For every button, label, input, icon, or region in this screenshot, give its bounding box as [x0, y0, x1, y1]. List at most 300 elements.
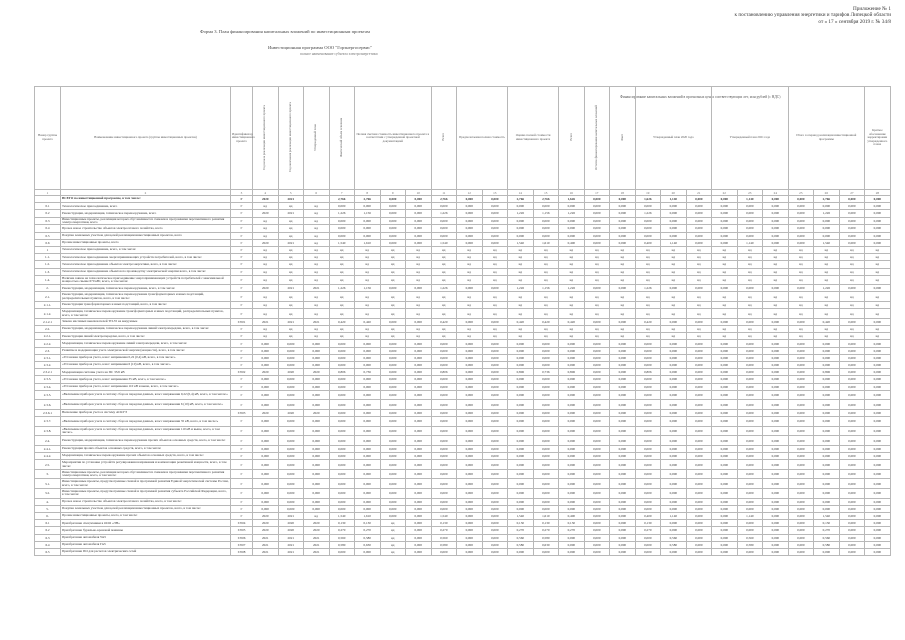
row-number-cell: 0.5 — [35, 232, 61, 239]
row-value-cell: 0,000 — [253, 340, 279, 347]
row-value-cell: 0,000 — [253, 489, 279, 499]
row-value-cell: 0,630 — [355, 541, 381, 548]
row-value-cell: 0,580 — [508, 541, 534, 548]
row-value-cell: 0,000 — [304, 417, 330, 427]
row-value-cell: нд — [533, 261, 559, 268]
row-value-cell: 0,000 — [839, 369, 865, 376]
row-value-cell: 1,140 — [737, 196, 763, 203]
row-value-cell: нд — [584, 246, 610, 253]
row-value-cell: 0,000 — [406, 217, 432, 225]
row-number-cell: 6.5 — [35, 548, 61, 555]
row-value-cell: 0,000 — [763, 417, 789, 427]
row-value-cell: 0,000 — [737, 376, 763, 383]
row-value-cell: 1,540 — [814, 513, 840, 520]
row-id-cell: Г/001 — [231, 318, 253, 325]
row-value-cell: 0,000 — [406, 196, 432, 203]
row-value-cell: 0,000 — [712, 534, 738, 541]
row-value-cell: 0,000 — [380, 285, 406, 292]
row-value-cell: 0,000 — [635, 436, 661, 446]
row-id-cell: Г — [231, 513, 253, 520]
row-value-cell: нд — [431, 309, 457, 319]
row-value-cell: нд — [406, 261, 432, 268]
row-value-cell: 0,000 — [406, 498, 432, 505]
row-value-cell: 0,000 — [737, 347, 763, 354]
financing-table — [34, 86, 891, 556]
row-value-cell: 0,000 — [610, 479, 636, 489]
row-value-cell: 0,270 — [508, 527, 534, 534]
row-id-cell: Г — [231, 383, 253, 390]
row-value-cell: 0,000 — [508, 383, 534, 390]
row-value-cell: 0,000 — [482, 479, 508, 489]
row-value-cell: 0,000 — [457, 505, 483, 512]
row-value-cell: нд — [278, 225, 304, 232]
table-row — [35, 498, 891, 505]
row-value-cell: 1,226 — [814, 285, 840, 292]
row-value-cell: 2021 — [278, 210, 304, 217]
row-value-cell: 0,000 — [380, 417, 406, 427]
row-value-cell: 0,000 — [584, 239, 610, 246]
row-value-cell: 0,000 — [355, 400, 381, 410]
row-value-cell: 0,000 — [712, 285, 738, 292]
row-value-cell: 0,000 — [686, 498, 712, 505]
row-value-cell: 0,000 — [635, 534, 661, 541]
row-value-cell: 0,000 — [661, 453, 687, 460]
row-value-cell: 0,000 — [355, 426, 381, 436]
column-number-cell: 23 — [737, 190, 763, 196]
row-value-cell: нд — [712, 275, 738, 285]
row-value-cell: 2020 — [278, 520, 304, 527]
row-name-cell: Реконструкция, модернизация, техническое перевооружение, всего, в том числе: — [61, 285, 231, 292]
row-value-cell: 0,000 — [278, 390, 304, 400]
row-name-cell: Инвестиционные проекты, предусмотренные схемой и программой развития Единой энергетической системы России, всего, в том числе: — [62, 479, 229, 487]
row-value-cell: нд — [508, 261, 534, 268]
row-value-cell: 0,000 — [788, 354, 814, 361]
row-value-cell: 0,000 — [278, 376, 304, 383]
row-value-cell: 0,000 — [533, 376, 559, 383]
row-value-cell: нд — [355, 302, 381, 309]
row-value-cell: 0,000 — [839, 520, 865, 527]
row-name-cell: Технологическое присоединение энергопринимающих устройств потребителей, всего, в том числе: — [61, 254, 231, 261]
row-value-cell: 0,000 — [788, 376, 814, 383]
row-value-cell: нд — [865, 261, 891, 268]
row-value-cell: 0,000 — [380, 445, 406, 452]
row-value-cell: 0,000 — [457, 445, 483, 452]
row-value-cell: 0,000 — [610, 376, 636, 383]
row-value-cell: 0,000 — [661, 548, 687, 555]
row-value-cell: 0,000 — [482, 534, 508, 541]
row-value-cell: 0,000 — [355, 390, 381, 400]
row-id-cell: Г — [231, 498, 253, 505]
row-value-cell: 0,000 — [278, 505, 304, 512]
row-value-cell: 0,000 — [406, 225, 432, 232]
row-value-cell: нд — [304, 292, 330, 302]
row-value-cell: 0,000 — [661, 469, 687, 479]
row-value-cell: нд — [661, 333, 687, 340]
row-value-cell: 0,000 — [763, 469, 789, 479]
row-value-cell: нд — [635, 309, 661, 319]
row-name-cell: Замена масляных выключателей ТП-35 на вакуумные — [61, 318, 231, 325]
row-value-cell: 0,000 — [686, 548, 712, 555]
row-name-cell: Технологическое присоединение объектов электроэнергетики, всего, в том числе: — [61, 261, 231, 268]
row-value-cell: 0,000 — [788, 409, 814, 416]
row-value-cell: 0,000 — [610, 354, 636, 361]
row-value-cell: 2020 — [304, 520, 330, 527]
header-cell-h9: Всего — [431, 87, 457, 190]
row-value-cell: 2020 — [253, 369, 279, 376]
row-value-cell: нд — [482, 302, 508, 309]
row-number-cell: 2.4.2. — [35, 453, 61, 460]
row-value-cell: нд — [457, 309, 483, 319]
row-value-cell: 1,156 — [355, 210, 381, 217]
row-value-cell: 0,000 — [737, 232, 763, 239]
row-value-cell: 0,000 — [763, 541, 789, 548]
row-id-cell: Г — [231, 347, 253, 354]
row-value-cell: 0,000 — [635, 489, 661, 499]
row-value-cell: 0,000 — [635, 426, 661, 436]
row-value-cell: 0,000 — [737, 361, 763, 368]
row-value-cell: нд — [304, 326, 330, 333]
row-value-cell: 0,000 — [431, 203, 457, 210]
row-value-cell: 0,000 — [584, 409, 610, 416]
row-value-cell: 0,000 — [457, 527, 483, 534]
row-value-cell: нд — [610, 333, 636, 340]
row-value-cell: 2021 — [304, 548, 330, 555]
row-value-cell: 0,806 — [431, 369, 457, 376]
row-value-cell: нд — [380, 254, 406, 261]
row-value-cell: 0,000 — [788, 513, 814, 520]
row-value-cell: нд — [508, 309, 534, 319]
row-value-cell: 0,000 — [304, 436, 330, 446]
row-value-cell: 0,000 — [457, 203, 483, 210]
row-value-cell: 0,000 — [584, 361, 610, 368]
annotation-line-2: к постановлению управления энергетики и тарифов Липецкой области — [734, 12, 891, 19]
row-value-cell: 0,000 — [559, 383, 585, 390]
row-value-cell: нд — [380, 534, 406, 541]
row-value-cell: нд — [406, 326, 432, 333]
row-value-cell: 0,000 — [610, 217, 636, 225]
row-value-cell: 2021 — [278, 239, 304, 246]
row-value-cell: 0,000 — [329, 217, 355, 225]
row-value-cell: 0,000 — [788, 369, 814, 376]
row-value-cell: 0,000 — [635, 505, 661, 512]
row-value-cell: 0,000 — [686, 347, 712, 354]
row-value-cell: 0,000 — [686, 417, 712, 427]
row-value-cell: 0,000 — [737, 436, 763, 446]
row-value-cell: 0,000 — [508, 232, 534, 239]
row-value-cell: 2020 — [253, 527, 279, 534]
row-name-cell: Приобретение спецтехники в ООО «ЭН» — [61, 520, 231, 527]
row-value-cell: 0,130 — [814, 520, 840, 527]
row-value-cell: 0,000 — [533, 426, 559, 436]
row-value-cell: 0,000 — [253, 453, 279, 460]
row-value-cell: 0,000 — [865, 225, 891, 232]
row-value-cell: 0,000 — [737, 390, 763, 400]
row-value-cell: нд — [737, 268, 763, 275]
row-value-cell: нд — [406, 246, 432, 253]
row-value-cell: 0,000 — [763, 426, 789, 436]
row-value-cell: 0,000 — [814, 383, 840, 390]
row-number-cell: 2.3.2. — [35, 361, 61, 368]
row-value-cell: 0,000 — [304, 469, 330, 479]
row-value-cell: 0,000 — [661, 217, 687, 225]
row-value-cell: нд — [278, 203, 304, 210]
row-value-cell: 0,000 — [482, 376, 508, 383]
row-value-cell: 0,000 — [304, 376, 330, 383]
row-value-cell: 0,000 — [686, 217, 712, 225]
row-value-cell: 0,000 — [533, 347, 559, 354]
row-name-cell: Приобретение бурильно-крановой машины — [61, 527, 231, 534]
financing-note: Финансирование капитальных вложений в прогнозных ценах соответствующих лет, млн рублей (с НДС) — [620, 95, 781, 99]
row-value-cell: нд — [278, 309, 304, 319]
row-value-cell: 0,000 — [329, 354, 355, 361]
row-value-cell: 2,766 — [508, 196, 534, 203]
row-value-cell: 0,000 — [635, 400, 661, 410]
row-value-cell: 0,000 — [712, 445, 738, 452]
row-number-cell: 4. — [35, 498, 61, 505]
row-id-cell: Г — [231, 333, 253, 340]
row-value-cell: 0,000 — [253, 390, 279, 400]
row-value-cell: нд — [814, 246, 840, 253]
row-value-cell: 0,580 — [737, 541, 763, 548]
row-id-cell: Г — [231, 436, 253, 446]
row-value-cell: 0,000 — [610, 369, 636, 376]
row-value-cell: нд — [559, 268, 585, 275]
row-value-cell: 0,000 — [431, 340, 457, 347]
row-number-cell: 3. — [35, 469, 61, 479]
row-value-cell: 0,000 — [482, 469, 508, 479]
row-value-cell: нд — [406, 254, 432, 261]
row-number-cell: 2.2. — [35, 326, 61, 333]
row-value-cell: нд — [661, 275, 687, 285]
column-number-cell: 25 — [788, 190, 814, 196]
row-value-cell: 0,000 — [788, 489, 814, 499]
row-value-cell: 2020 — [253, 285, 279, 292]
row-value-cell: 0,000 — [712, 400, 738, 410]
row-value-cell: 0,000 — [329, 469, 355, 479]
row-value-cell: 0,000 — [865, 426, 891, 436]
row-value-cell: нд — [559, 326, 585, 333]
row-value-cell: 0,000 — [253, 417, 279, 427]
header-cell-h10: Предполагаемая полная стоимость — [457, 87, 508, 190]
row-value-cell: 0,000 — [610, 505, 636, 512]
row-value-cell: нд — [788, 302, 814, 309]
row-value-cell: 0,000 — [712, 203, 738, 210]
row-value-cell: 0,000 — [253, 445, 279, 452]
row-value-cell: 0,000 — [278, 436, 304, 446]
row-value-cell: 0,000 — [865, 217, 891, 225]
row-name-cell: Мероприятия по установке устройств регулирования напряжения и компенсации реактивной мощности, всего, в том числе: — [61, 460, 231, 470]
row-value-cell: нд — [839, 292, 865, 302]
row-value-cell: 0,000 — [763, 489, 789, 499]
row-value-cell: 0,000 — [865, 541, 891, 548]
row-value-cell: 0,000 — [661, 400, 687, 410]
row-value-cell: 0,000 — [712, 479, 738, 489]
row-value-cell: 0,000 — [661, 318, 687, 325]
row-value-cell: нд — [610, 268, 636, 275]
column-number-cell: 3 — [231, 190, 253, 196]
row-value-cell: нд — [304, 513, 330, 520]
row-value-cell: 0,000 — [635, 340, 661, 347]
row-id-cell: Г — [231, 390, 253, 400]
row-value-cell: нд — [788, 309, 814, 319]
row-value-cell: 0,736 — [355, 369, 381, 376]
row-value-cell: 2,766 — [329, 196, 355, 203]
row-value-cell: нд — [380, 326, 406, 333]
row-value-cell: 0,000 — [584, 489, 610, 499]
row-value-cell: нд — [788, 261, 814, 268]
row-value-cell: 0,000 — [737, 426, 763, 436]
row-value-cell: нд — [278, 261, 304, 268]
row-value-cell: 0,000 — [559, 489, 585, 499]
row-value-cell: 0,400 — [559, 513, 585, 520]
row-id-cell: Г — [231, 309, 253, 319]
row-value-cell: 0,000 — [865, 489, 891, 499]
row-value-cell: нд — [686, 268, 712, 275]
row-value-cell: нд — [661, 309, 687, 319]
row-value-cell: 0,560 — [814, 534, 840, 541]
row-value-cell: нд — [304, 203, 330, 210]
row-value-cell: 0,000 — [380, 400, 406, 410]
row-value-cell: 0,270 — [329, 527, 355, 534]
row-value-cell: нд — [431, 261, 457, 268]
row-value-cell: 0,000 — [508, 479, 534, 489]
row-number-cell: 2.5. — [35, 460, 61, 470]
row-value-cell: нд — [712, 326, 738, 333]
row-value-cell: 0,000 — [610, 469, 636, 479]
row-id-cell: Г — [231, 203, 253, 210]
column-number-cell: 24 — [763, 190, 789, 196]
row-value-cell: нд — [533, 292, 559, 302]
row-value-cell: нд — [406, 292, 432, 302]
row-value-cell: 0,000 — [584, 534, 610, 541]
row-number-cell: 2.3. — [35, 347, 61, 354]
row-value-cell: 0,130 — [559, 520, 585, 527]
row-value-cell: нд — [686, 246, 712, 253]
row-value-cell: 0,000 — [380, 318, 406, 325]
row-value-cell: 0,000 — [584, 527, 610, 534]
row-number-cell: 2.2.2. — [35, 340, 61, 347]
row-value-cell: 0,000 — [355, 469, 381, 479]
row-value-cell: 0,000 — [610, 534, 636, 541]
row-value-cell: 0,000 — [635, 498, 661, 505]
row-value-cell: 0,000 — [406, 479, 432, 489]
row-value-cell: 0,000 — [329, 203, 355, 210]
row-value-cell: 0,000 — [431, 548, 457, 555]
row-value-cell: 0,000 — [661, 479, 687, 489]
row-value-cell: 0,000 — [763, 445, 789, 452]
row-value-cell: 0,000 — [686, 210, 712, 217]
row-value-cell: 0,000 — [865, 340, 891, 347]
header-cell-h8: Полная сметная стоимость инвестиционного проекта в соответствии с утвержденной проектной документацией — [355, 87, 432, 190]
row-value-cell: 0,000 — [508, 460, 534, 470]
row-value-cell: 0,000 — [355, 347, 381, 354]
row-value-cell: нд — [304, 309, 330, 319]
row-value-cell: нд — [431, 302, 457, 309]
row-value-cell: 0,000 — [584, 548, 610, 555]
row-value-cell: 0,000 — [737, 548, 763, 555]
row-value-cell: 0,000 — [278, 460, 304, 470]
row-value-cell: 0,000 — [253, 383, 279, 390]
row-value-cell: 0,000 — [355, 417, 381, 427]
row-value-cell: 0,000 — [380, 426, 406, 436]
row-value-cell: 0,000 — [380, 390, 406, 400]
row-value-cell: 0,000 — [839, 361, 865, 368]
row-value-cell: 0,000 — [431, 479, 457, 489]
row-value-cell: 2021 — [278, 196, 304, 203]
row-value-cell: 1,540 — [329, 239, 355, 246]
row-value-cell: 0,000 — [610, 409, 636, 416]
row-value-cell: нд — [457, 261, 483, 268]
row-value-cell: нд — [533, 254, 559, 261]
row-value-cell: 0,000 — [788, 361, 814, 368]
table-row — [35, 196, 891, 203]
row-value-cell: 0,270 — [533, 527, 559, 534]
row-value-cell: нд — [355, 246, 381, 253]
row-value-cell: 0,000 — [737, 210, 763, 217]
row-value-cell: нд — [686, 326, 712, 333]
row-value-cell: нд — [865, 333, 891, 340]
row-value-cell: нд — [431, 275, 457, 285]
row-value-cell: 0,000 — [406, 354, 432, 361]
row-value-cell: 0,000 — [788, 400, 814, 410]
row-value-cell: 2020 — [253, 409, 279, 416]
row-value-cell: 0,000 — [584, 383, 610, 390]
row-value-cell: нд — [814, 261, 840, 268]
row-value-cell: 0,000 — [380, 469, 406, 479]
row-value-cell: нд — [253, 309, 279, 319]
row-value-cell: нд — [814, 268, 840, 275]
row-value-cell: нд — [304, 333, 330, 340]
row-value-cell: 0,420 — [355, 318, 381, 325]
row-value-cell: 0,000 — [278, 498, 304, 505]
row-value-cell: 0,000 — [584, 390, 610, 400]
row-value-cell: 0,000 — [253, 354, 279, 361]
row-value-cell: 0,000 — [788, 527, 814, 534]
row-value-cell: 0,000 — [457, 469, 483, 479]
row-value-cell: 0,000 — [431, 426, 457, 436]
table-row — [35, 383, 891, 390]
row-value-cell: 0,000 — [814, 453, 840, 460]
row-value-cell: 2021 — [278, 534, 304, 541]
row-value-cell: 0,000 — [508, 217, 534, 225]
row-value-cell: 0,000 — [584, 479, 610, 489]
row-value-cell: 0,000 — [839, 225, 865, 232]
row-id-cell: Г/004 — [231, 520, 253, 527]
row-value-cell: 0,000 — [763, 285, 789, 292]
row-value-cell: 0,000 — [712, 196, 738, 203]
row-value-cell: 0,000 — [559, 548, 585, 555]
row-value-cell: 0,000 — [661, 527, 687, 534]
row-value-cell: нд — [329, 292, 355, 302]
row-value-cell: 0,000 — [814, 505, 840, 512]
row-value-cell: нд — [278, 292, 304, 302]
row-value-cell: нд — [508, 275, 534, 285]
row-value-cell: нд — [380, 548, 406, 555]
row-name-cell: «Установка приборов учета, класс напряжения 110 кВ и выше, всего, в том числе:» — [61, 383, 231, 390]
row-number-cell: 2.1.1. — [35, 302, 61, 309]
row-value-cell: 0,000 — [763, 390, 789, 400]
row-value-cell: нд — [482, 292, 508, 302]
row-value-cell: 0,000 — [431, 436, 457, 446]
row-number-cell: 6.2 — [35, 527, 61, 534]
row-name-cell: Технологическое присоединение, всего — [61, 203, 231, 210]
row-value-cell: 0,000 — [712, 548, 738, 555]
row-number-cell: 6.4 — [35, 541, 61, 548]
row-name-cell: «Включение приборов учета в систему сбора и передачи данных, класс напряжения 110 кВ и выше, всего, в том числе:» — [61, 426, 231, 436]
row-value-cell: 0,000 — [457, 548, 483, 555]
row-value-cell: 0,000 — [814, 361, 840, 368]
row-number-cell: 1.4. — [35, 275, 61, 285]
